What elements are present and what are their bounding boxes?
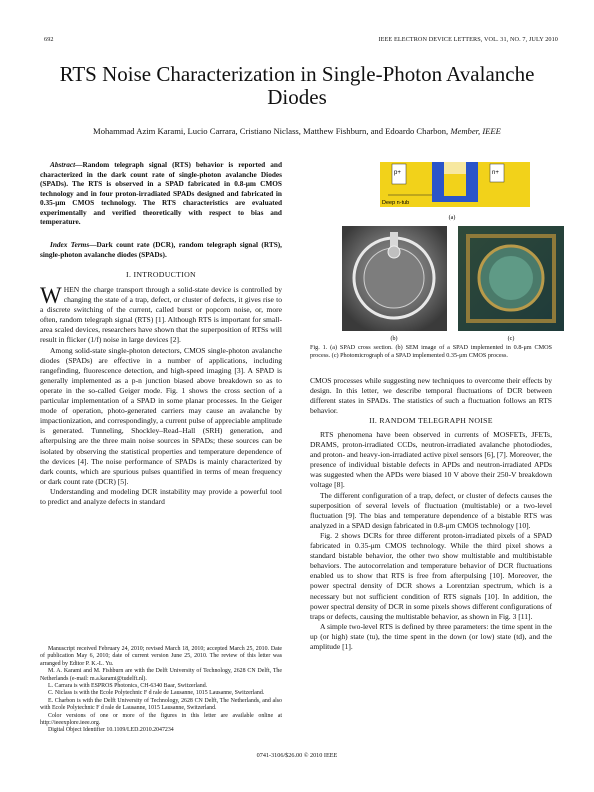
abstract: [40, 160, 282, 227]
copyright-footer: 0741-3106/$26.00 © 2010 IEEE: [256, 752, 338, 759]
section2-paragraph-1: RTS phenomena have been observed in currents of MOSFETs, JFETs, DRAMS, proton-irradiated CCDs, neutron-irradiated avalanche photodiodes, and proton- and heavy-ion-irradiated active pixel sensors [6], [7]. Moreover, the presence of individual bistable defects in APDs and neutron-irradiated APDs was suggested when the APDs were biased 10 V above their 250-V breakdown voltage [8].: [310, 430, 552, 490]
abstract-text: —Random telegraph signal (RTS) behavior is reported and characterized in the dark count rate of single-photon avalanche Diodes (SPADs). The RTS is observed in a SPAD fabricated in 0.8-μm CMOS technology and in four proton-irradiated SPADs designed and fabricated in 0.35-μm CMOS technology. The RTS characteristics are evaluated experimentally and verified theoretically with respect to bias and temperature.: [40, 160, 282, 226]
footnote: M. A. Karami and M. Fishburn are with the Delft University of Technology, 2628 CN Delft, The Netherlands (e-mail: m.a.karami@tudelft.nl).: [40, 668, 282, 682]
intro-paragraph-2: Among solid-state single-photon detectors, CMOS single-photon avalanche diodes (SPADs) are effective in a number of applications, including rangefinding, fluorescence detection, and high-speed imaging [3]. A SPAD is generally implemented as a p-n junction biased above breakdown so as to operate in the so-called Geiger mode. Fig. 1 shows the cross section of a particular implementation of a SPAD in some planar processes. In the Geiger mode of operation, photo-generated carriers may cause an avalanche by impactionization, and correspondingly, a current pulse of appreciable amplitude is generated. Tunneling, Shockley–Read–Hall (SRH) generation, and afterpulsing are the three main noise sources in SPADs; these sources can be isolated by observing the statistical properties and temperature dependence of the devices [4]. The noise performance of SPADs is mainly characterized by dark counts, which are spurious pulses quantified in terms of mean frequency or dark count rate (DCR) [5].: [40, 345, 282, 486]
micrograph-center: [489, 256, 533, 300]
section2-paragraph-3: Fig. 2 shows DCRs for three different proton-irradiated pixels of a SPAD fabricated in 0.35-μm CMOS technology. While the third pixel shows a standard bistable behavior, the other two show multistable and multibistable behaviors. The autocorrelation and temperature behavior of DCR fluctuations enabled us to show that RTS is free from afterpulsing [10]. Moreover, the power spectral density of DCR shows a Lorentzian spectrum, which is a necessary but not sufficient condition of RTS signals [10]. In addition, the power spectral density of DCR in some pixels shows different configurations of traps or defects, causing the multistable behavior, as shown in Fig. 3 [11].: [310, 530, 552, 621]
figure-1-caption: Fig. 1. (a) SPAD cross section. (b) SEM image of a SPAD implemented in 0.8-μm CMOS process. (c) Photomicrograph of a SPAD implemented 0.35-μm CMOS process.: [310, 344, 552, 359]
right-column-intro: [310, 376, 552, 416]
footnote: Color versions of one or more of the figures in this letter are available online at http://ieeexplore.ieee.org.: [40, 712, 282, 727]
subfigure-label-b: (b): [390, 336, 398, 342]
paper-title: RTS Noise Characterization in Single-Photon Avalanche Diodes: [59, 62, 535, 109]
subfigure-label-a: (a): [448, 215, 456, 221]
footnote: E. Charbon is with the Delft University of Technology, 2628 CN Delft, The Netherlands, and also with Ecole Polytechnic F d rale de Lausanne, 1015 Lausanne, Switzerland.: [40, 697, 282, 712]
photomicrograph: [458, 226, 564, 342]
intro-paragraph-3: Understanding and modeling DCR instability may provide a powerful tool to predict and analyze defects in standard: [40, 486, 282, 506]
introduction-body: [40, 285, 282, 507]
section-2-body: [310, 430, 552, 652]
footnote: L. Carrara is with ESPROS Photonics, CH-6340 Baar, Switzerland.: [48, 683, 208, 690]
author-membership: Member, IEEE: [450, 126, 501, 136]
sem-image: [342, 226, 447, 342]
running-header: IEEE ELECTRON DEVICE LETTERS, VOL. 31, NO. 7, JULY 2010: [378, 36, 558, 43]
abstract-label: Abstract: [50, 160, 76, 169]
index-terms: [40, 240, 282, 259]
section2-paragraph-4: A simple two-level RTS is defined by three parameters: the time spent in the up (or high) state (tu), the time spent in the down (or low) state (td), and the amplitude [1].: [310, 621, 552, 651]
section-heading-introduction: I. INTRODUCTION: [126, 270, 196, 279]
drop-cap: W: [40, 283, 62, 308]
index-terms-text: —Dark count rate (DCR), random telegraph signal (RTS), single-photon avalanche diodes (SPADs).: [40, 240, 283, 259]
section2-paragraph-2: The different configuration of a trap, defect, or cluster of defects causes the superposition of several levels of fluctuation (multistable) or a two-level fluctuation [9]. The bias and temperature dependence of a bistable RTS was analyzed in a SPAD design fabricated in 0.8-μm CMOS technology [10].: [310, 490, 552, 530]
diagram-label: n+: [492, 170, 499, 176]
n-well-bottom: [432, 196, 478, 202]
index-terms-label: Index Terms: [50, 240, 90, 249]
diagram-label: Deep n-tub: [382, 200, 410, 206]
author-list: [30, 126, 564, 136]
diagram-label: p+: [394, 170, 401, 176]
footnotes: [40, 646, 282, 735]
spad-cross-section-diagram: [380, 162, 530, 221]
subfigure-label-c: (c): [507, 336, 515, 342]
page-number: 692: [44, 36, 54, 43]
intro-paragraph-1: WHEN the charge transport through a solid-state device is controlled by changing the state of a trap, defect, or cluster of defects, it gives rise to a discrete switching of the current, called burst or popcorn noise, or, more often, random telegraph signal (RTS) [1]. Although RTS is important for small-area scaled devices, researchers have shown that the superposition of RTSs will result in flicker (1/f) noise in large devices [2].: [40, 283, 282, 345]
section-heading-random-telegraph-noise: II. RANDOM TELEGRAPH NOISE: [369, 416, 493, 425]
author-names: Mohammad Azim Karami, Lucio Carrara, Cristiano Niclass, Matthew Fishburn, and Edoardo Charbon,: [93, 126, 449, 136]
footnote-doi: Digital Object Identifier 10.1109/LED.2010.2047234: [48, 727, 174, 734]
junction-region: [444, 162, 466, 174]
right-paragraph-1: CMOS processes while suggesting new techniques to overcome their effects by design. In this letter, we describe temporal fluctuations of DCR between different states in SPADs. The statistics of such a fluctuation follows an RTS behavior.: [310, 376, 552, 416]
sem-contact-pad: [388, 246, 400, 258]
footnote: Manuscript received February 24, 2010; revised March 18, 2010; accepted March 25, 2010. Date of publication May 6, 2010; date of current version June 25, 2010. The review of this letter was arranged by Editor P. K.-L. Yu.: [40, 646, 282, 667]
footnote: C. Niclass is with the Ecole Polytechnic F d rale de Lausanne, 1015 Lausanne, Switzerland.: [48, 690, 265, 697]
figure-1-graphic: [340, 162, 572, 342]
figure-1: [340, 162, 572, 342]
